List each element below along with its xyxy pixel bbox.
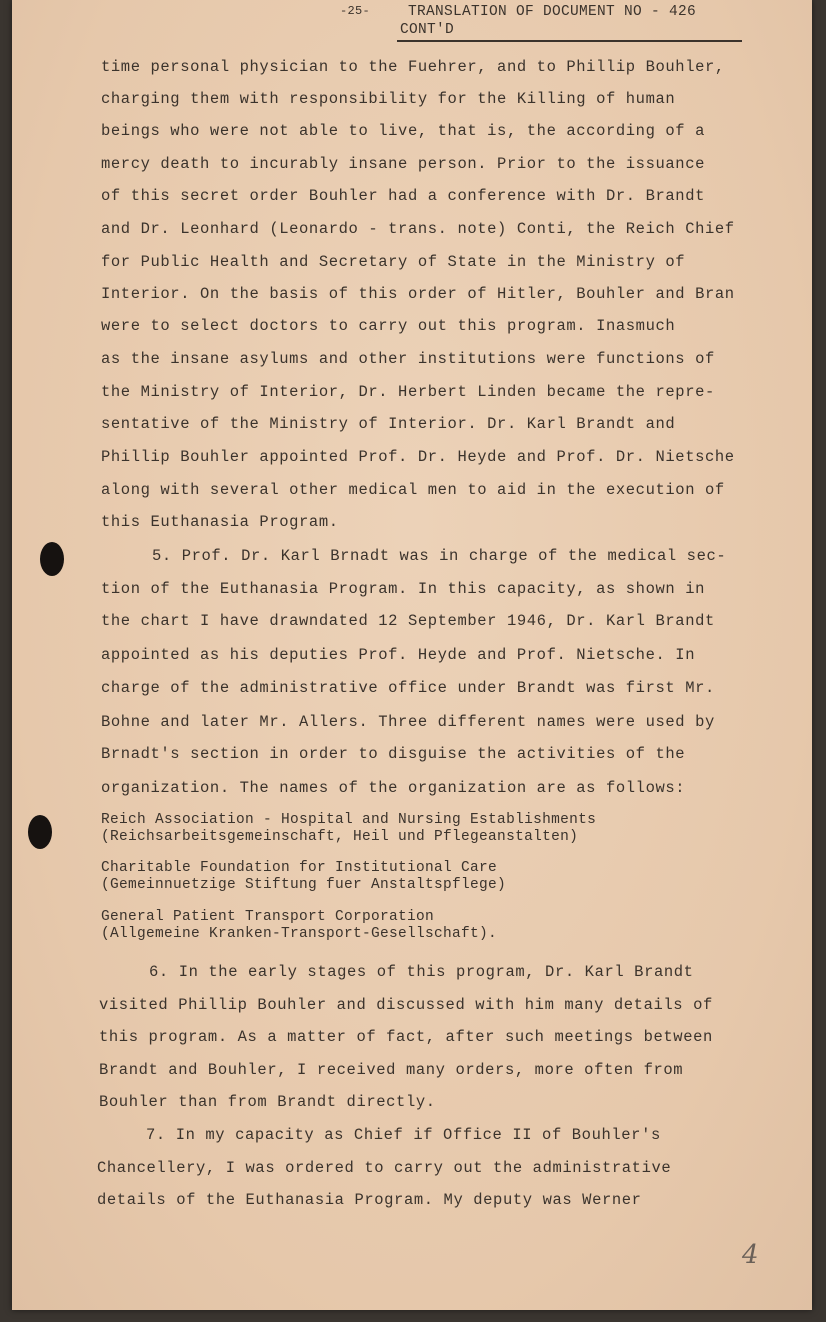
text-line: Phillip Bouhler appointed Prof. Dr. Heyde and Prof. Dr. Nietsche [101,448,735,466]
text-line: Brandt and Bouhler, I received many orders, more often from [99,1061,684,1079]
text-line: visited Phillip Bouhler and discussed with him many details of [99,996,713,1014]
text-line: 7. In my capacity as Chief if Office II of Bouhler's [146,1126,661,1144]
text-line: beings who were not able to live, that is, the according of a [101,122,705,140]
document-page [12,0,812,1310]
text-line: General Patient Transport Corporation [101,909,435,925]
text-line: of this secret order Bouhler had a conference with Dr. Brandt [101,187,705,205]
header-underline [397,40,742,42]
text-line: appointed as his deputies Prof. Heyde and Prof. Nietsche. In [101,646,696,664]
text-line: sentative of the Ministry of Interior. Dr. Karl Brandt and [101,415,676,433]
text-line: (Reichsarbeitsgemeinschaft, Heil und Pflegeanstalten) [101,829,579,845]
text-line: organization. The names of the organization are as follows: [101,779,686,797]
text-line: 5. Prof. Dr. Karl Brnadt was in charge of the medical sec- [152,547,727,565]
text-line: Brnadt's section in order to disguise the activities of the [101,745,686,763]
page-number: 4 [742,1240,759,1270]
text-line: Charitable Foundation for Institutional Care [101,860,498,876]
text-line: mercy death to incurably insane person. Prior to the issuance [101,155,705,173]
punch-hole [28,815,52,849]
text-line: Bouhler than from Brandt directly. [99,1093,436,1111]
header-subtitle: CONT'D [400,22,455,38]
text-line: this program. As a matter of fact, after such meetings between [99,1028,713,1046]
text-line: Interior. On the basis of this order of Hitler, Bouhler and Bran [101,285,735,303]
text-line: Chancellery, I was ordered to carry out the administrative [97,1159,672,1177]
text-line: along with several other medical men to aid in the execution of [101,481,725,499]
text-line: charging them with responsibility for the Killing of human [101,90,676,108]
text-line: 6. In the early stages of this program, Dr. Karl Brandt [149,963,694,981]
text-line: (Gemeinnuetzige Stiftung fuer Anstaltspflege) [101,877,507,893]
header-title: TRANSLATION OF DOCUMENT NO - 426 [408,4,697,20]
text-line: the chart I have drawndated 12 September 1946, Dr. Karl Brandt [101,612,715,630]
text-line: as the insane asylums and other institutions were functions of [101,350,715,368]
text-line: this Euthanasia Program. [101,513,339,531]
text-line: (Allgemeine Kranken-Transport-Gesellschaft). [101,926,498,942]
text-line: and Dr. Leonhard (Leonardo - trans. note) Conti, the Reich Chief [101,220,735,238]
text-line: Reich Association - Hospital and Nursing Establishments [101,812,597,828]
text-line: were to select doctors to carry out this program. Inasmuch [101,317,676,335]
text-line: for Public Health and Secretary of State in the Ministry of [101,253,686,271]
text-line: Bohne and later Mr. Allers. Three different names were used by [101,713,715,731]
text-line: the Ministry of Interior, Dr. Herbert Linden became the repre- [101,383,715,401]
text-line: details of the Euthanasia Program. My deputy was Werner [97,1191,642,1209]
punch-hole [40,542,64,576]
text-line: charge of the administrative office under Brandt was first Mr. [101,679,715,697]
text-line: tion of the Euthanasia Program. In this capacity, as shown in [101,580,705,598]
header-dash: -25- [340,4,371,18]
text-line: time personal physician to the Fuehrer, and to Phillip Bouhler, [101,58,725,76]
